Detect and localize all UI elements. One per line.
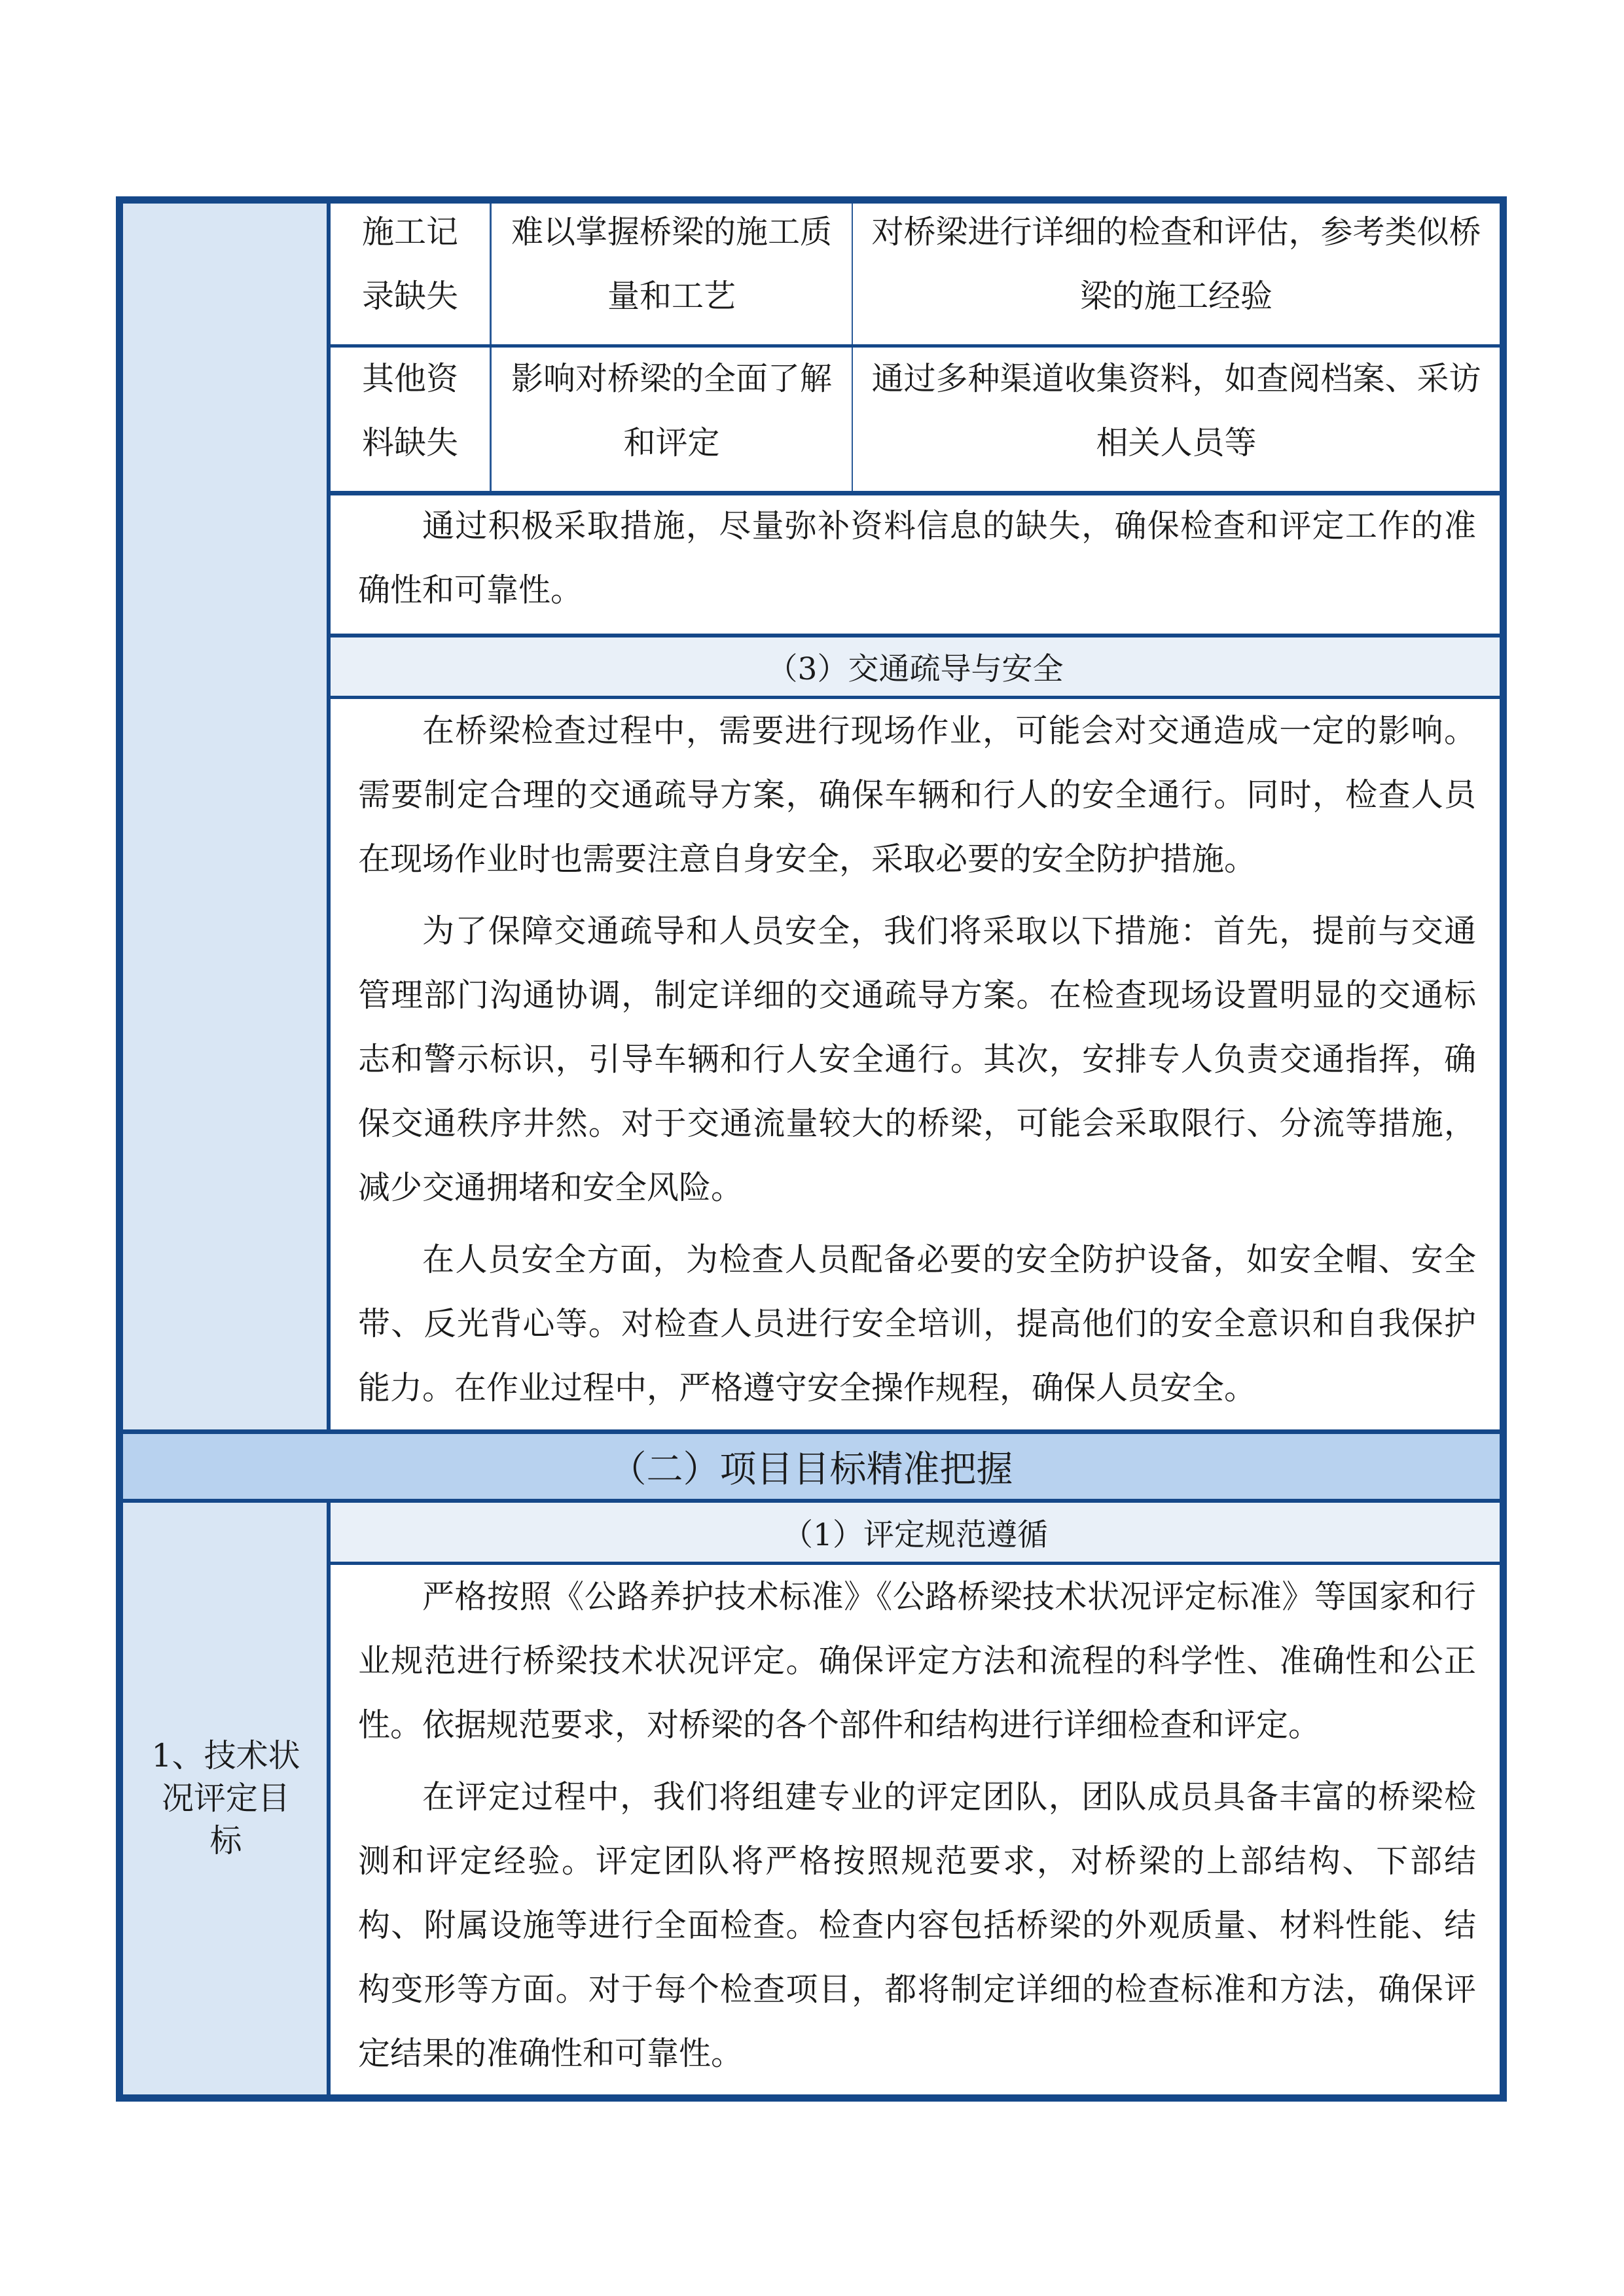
paragraph: 为了保障交通疏导和人员安全，我们将采取以下措施：首先，提前与交通管理部门沟通协调，制定详细的交通疏导方案。在检查现场设置明显的交通标志和警示标识，引导车辆和行人安全通行。其次，安排专人负责交通指挥，确保交通秩序井然。对于交通流量较大的桥梁，可能会采取限行、分流等措施，减少交通拥堵和安全风险。 — [358, 912, 1476, 1206]
table-cell-impact: 难以掌握桥梁的施工质量和工艺 — [511, 213, 832, 315]
paragraph: 在人员安全方面，为检查人员配备必要的安全防护设备，如安全帽、安全带、反光背心等。对检查人员进行安全培训，提高他们的安全意识和自我保护能力。在作业过程中，严格遵守安全操作规程，确保人员安全。 — [358, 1241, 1476, 1407]
table-cell-measure: 对桥梁进行详细的检查和评估，参考类似桥梁的施工经验 — [871, 213, 1481, 315]
row-divider — [123, 1429, 1500, 1434]
paragraph: 在评定过程中，我们将组建专业的评定团队，团队成员具备丰富的桥梁检测和评定经验。评定团队将严格按照规范要求，对桥梁的上部结构、下部结构、附属设施等进行全面检查。检查内容包括桥梁的外观质量、材料性能、结构变形等方面。对于每个检查项目，都将制定详细的检查标准和方法，确保评定结果的准确性和可靠性。 — [358, 1778, 1476, 2072]
traffic-body — [331, 699, 1500, 1429]
table-cell-measure: 通过多种渠道收集资料，如查阅档案、采访相关人员等 — [871, 360, 1481, 461]
table-cell-impact: 影响对桥梁的全面了解和评定 — [511, 360, 832, 461]
summary-paragraph: 通过积极采取措施，尽量弥补资料信息的缺失，确保检查和评定工作的准确性和可靠性。 — [358, 507, 1476, 609]
traffic-heading: （3）交通疏导与安全 — [331, 637, 1500, 696]
left-label-text: 1、技术状况评定目标 — [151, 1737, 300, 1859]
section-heading: （二）项目目标精准把握 — [123, 1434, 1500, 1499]
table-cell-type: 其他资料缺失 — [361, 360, 458, 461]
left-column-label — [123, 1502, 329, 2094]
evaluation-subheading: （1）评定规范遵循 — [331, 1503, 1500, 1562]
table-cell-type: 施工记录缺失 — [361, 213, 458, 315]
evaluation-body — [331, 1565, 1500, 2094]
paragraph: 在桥梁检查过程中，需要进行现场作业，可能会对交通造成一定的影响。需要制定合理的交通疏导方案，确保车辆和行人的安全通行。同时，检查人员在现场作业时也需要注意自身安全，采取必要的安全防护措施。 — [358, 712, 1476, 878]
left-column-blank — [123, 204, 329, 1431]
paragraph: 严格按照《公路养护技术标准》《公路桥梁技术状况评定标准》等国家和行业规范进行桥梁技术状况评定。确保评定方法和流程的科学性、准确性和公正性。依据规范要求，对桥梁的各个部件和结构进行详细检查和评定。 — [358, 1578, 1476, 1744]
